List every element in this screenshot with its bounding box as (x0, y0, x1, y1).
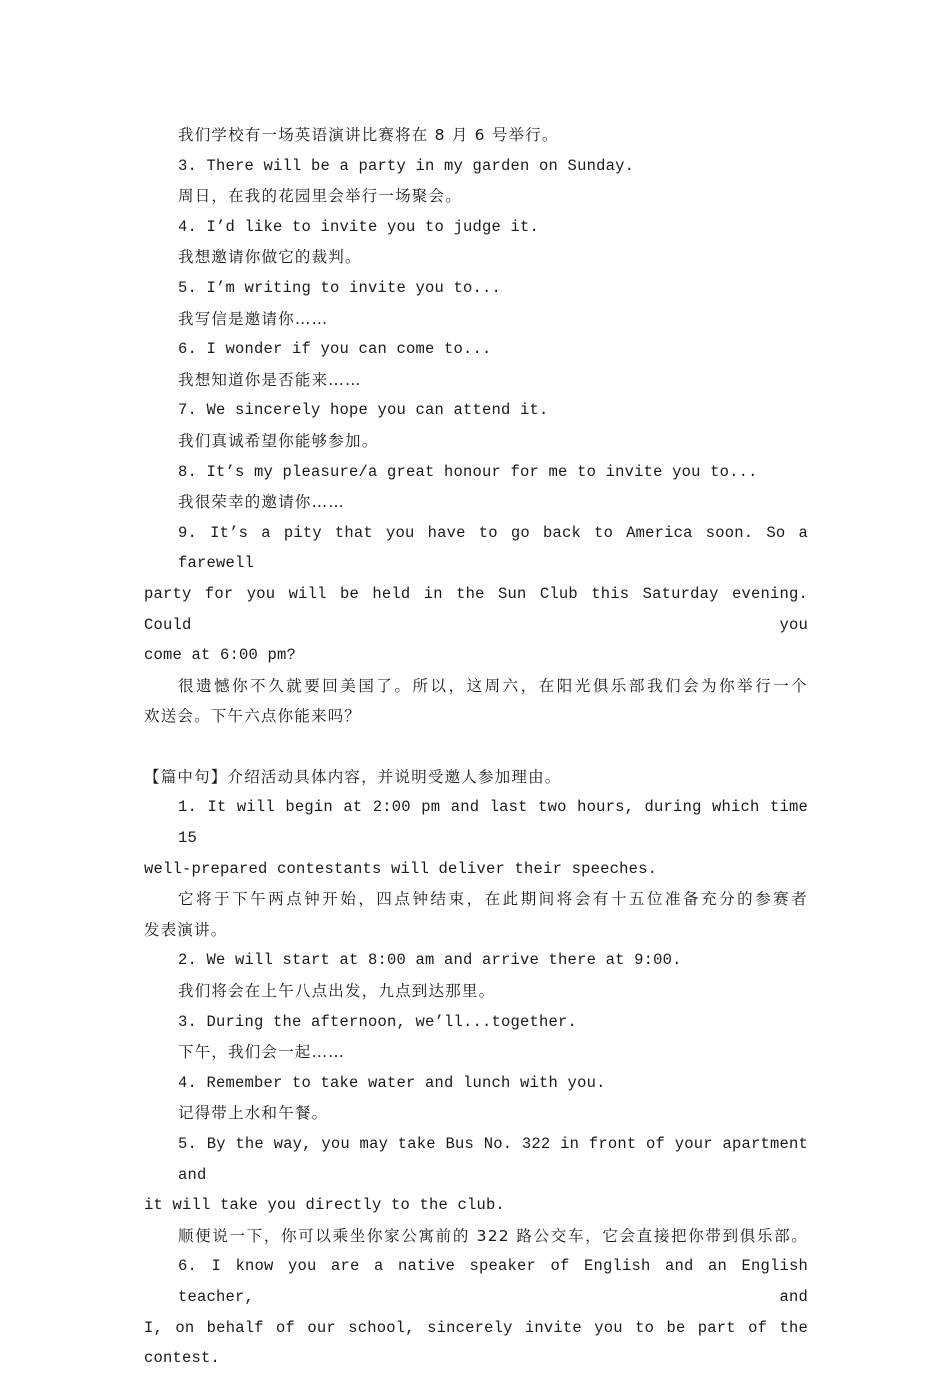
translation-line: 我很荣幸的邀请你…… (178, 493, 346, 512)
translation-line: 欢送会。下午六点你能来吗？ (144, 707, 362, 726)
example-sentence-1-continued: well-prepared contestants will deliver their speeches. (144, 859, 658, 878)
translation-line: 我想知道你是否能来…… (178, 370, 362, 389)
translation-line: 顺便说一下，你可以乘坐你家公寓前的 322 路公交车，它会直接把你带到俱乐部。 (178, 1226, 808, 1245)
document-page (144, 120, 808, 1374)
section-heading: 【篇中句】介绍活动具体内容，并说明受邀人参加理由。 (144, 767, 562, 786)
example-sentence-7: 7. We sincerely hope you can attend it. (178, 401, 549, 420)
translation-line: 记得带上水和午餐。 (178, 1104, 329, 1123)
example-sentence-9-continued: come at 6:00 pm? (144, 646, 297, 665)
example-sentence-4: 4. Remember to take water and lunch with you. (178, 1073, 606, 1092)
translation-line: 我们学校有一场英语演讲比赛将在 8 月 6 号举行。 (178, 126, 559, 144)
translation-line: 下午，我们会一起…… (178, 1043, 346, 1062)
translation-line: 我写信是邀请你…… (178, 309, 329, 328)
section-spacer (144, 732, 808, 762)
translation-line: 周日，在我的花园里会举行一场聚会。 (178, 187, 462, 206)
example-sentence-4: 4. I’d like to invite you to judge it. (178, 217, 540, 236)
translation-line: 我们将会在上午八点出发，九点到达那里。 (178, 982, 496, 1001)
example-sentence-6: 6. I know you are a native speaker of English and an English teacher, and (178, 1257, 808, 1306)
translation-line: 发表演讲。 (144, 920, 228, 939)
example-sentence-2: 2. We will start at 8:00 am and arrive there at 9:00. (178, 951, 682, 970)
example-sentence-6-continued: I, on behalf of our school, sincerely invite you to be part of the contest. (144, 1318, 808, 1368)
example-sentence-3: 3. During the afternoon, we’ll...together. (178, 1012, 578, 1031)
example-sentence-1: 1. It will begin at 2:00 pm and last two hours, during which time 15 (178, 798, 808, 848)
example-sentence-3: 3. There will be a party in my garden on Sunday. (178, 156, 635, 175)
translation-line: 我想邀请你做它的裁判。 (178, 248, 362, 267)
translation-line: 我们真诚希望你能够参加。 (178, 431, 379, 450)
example-sentence-6: 6. I wonder if you can come to... (178, 340, 492, 359)
example-sentence-5: 5. I’m writing to invite you to... (178, 278, 502, 297)
example-sentence-8: 8. It’s my pleasure/a great honour for me to invite you to... (178, 462, 758, 481)
example-sentence-5: 5. By the way, you may take Bus No. 322 in front of your apartment and (178, 1135, 808, 1184)
example-sentence-9-continued: party for you will be held in the Sun Club this Saturday evening. Could you (144, 584, 808, 634)
example-sentence-5-continued: it will take you directly to the club. (144, 1196, 506, 1215)
translation-line: 它将于下午两点钟开始，四点钟结束，在此期间将会有十五位准备充分的参赛者 (178, 890, 808, 909)
translation-line: 很遗憾你不久就要回美国了。所以，这周六，在阳光俱乐部我们会为你举行一个 (178, 676, 808, 695)
example-sentence-9: 9. It’s a pity that you have to go back to America soon. So a farewell (178, 523, 808, 573)
